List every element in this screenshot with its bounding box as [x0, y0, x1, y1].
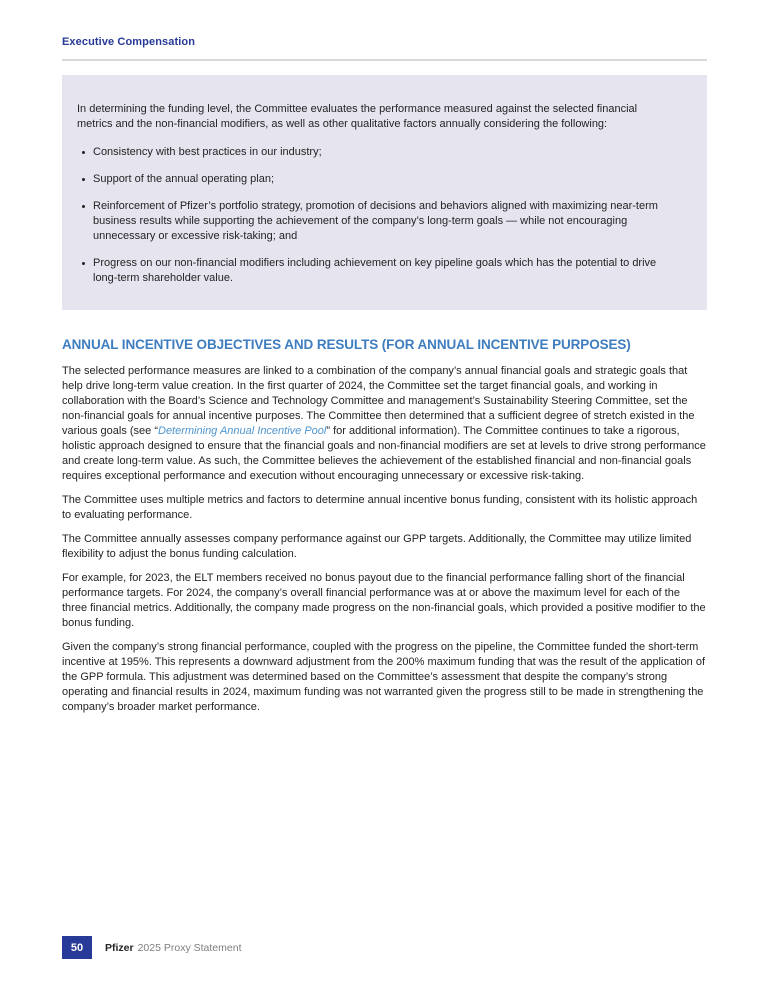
- paragraph-text: The selected performance measures are linked to a combination of the company’s annual financial goals and strategic goals that help drive long-term value creation. In the first quarter of 2024, the Committee set the target financial goals, and working in collaboration with the Board’s Science and Technology Committee and management’s Sustainability Steering Committee, set the non-financial goals for annual incentive purposes. The Committee then determined that a sufficient degree of stretch existed in the various goals (see “: [62, 365, 695, 437]
- bullet-icon: [82, 262, 85, 265]
- paragraph: [62, 364, 707, 484]
- bullet-text: Progress on our non-financial modifiers including achievement on key pipeline goals which has the potential to drive long-term shareholder value.: [93, 257, 657, 284]
- bullet-text: Reinforcement of Pfizer’s portfolio strategy, promotion of decisions and behaviors aligned with maximizing near-term business results while supporting the achievement of the company’s long-term goals — while not encouraging unnecessary or excessive risk-taking; and: [93, 200, 658, 242]
- bullet-icon: [82, 205, 85, 208]
- paragraph-text: ” for additional information). The Committee continues to take a rigorous, holistic approach designed to ensure that the financial goals and non-financial modifiers are set at levels to drive strong performance and create long-term value. As such, the Committee believes the achievement of the established financial and non-financial goals requires exceptional performance and execution without encouraging unnecessary or excessive risk-taking.: [62, 425, 706, 482]
- paragraph: The Committee uses multiple metrics and factors to determine annual incentive bonus funding, consistent with its holistic approach to evaluating performance.: [62, 494, 698, 521]
- funding-level-callout-box: [62, 75, 707, 310]
- page-footer: [62, 936, 242, 959]
- bullet-icon: [82, 178, 85, 181]
- bullet-icon: [82, 151, 85, 154]
- footer-brand: Pfizer: [105, 941, 134, 954]
- list-item: [81, 172, 665, 187]
- running-header: Executive Compensation: [62, 36, 196, 48]
- paragraph: The Committee annually assesses company performance against our GPP targets. Additionally, the Committee may utilize limited flexibility to adjust the bonus funding calculation.: [62, 533, 692, 560]
- list-item: [81, 145, 665, 160]
- bullet-text: Consistency with best practices in our industry;: [93, 146, 322, 158]
- determining-annual-incentive-pool-link[interactable]: Determining Annual Incentive Pool: [158, 425, 327, 437]
- list-item: [81, 199, 665, 244]
- callout-bullet-list: [77, 145, 665, 286]
- paragraph: For example, for 2023, the ELT members received no bonus payout due to the financial performance falling short of the financial performance targets. For 2024, the company’s overall financial performance was at or above the maximum level for each of the three financial metrics. Additionally, the company made progress on the non-financial goals, which provided a positive modifier to the bonus funding.: [62, 572, 706, 629]
- list-item: [81, 256, 665, 286]
- paragraph: Given the company’s strong financial performance, coupled with the progress on the pipeline, the Committee funded the short-term incentive at 195%. This represents a downward adjustment from the 200% maximum funding that was the result of the application of the GPP formula. This adjustment was determined based on the Committee’s assessment that despite the company’s strong operating and financial results in 2024, maximum funding was not warranted given the progress still to be made in strengthening the company’s broader market performance.: [62, 641, 706, 713]
- callout-intro-text: In determining the funding level, the Committee evaluates the performance measured against the selected financial metrics and the non-financial modifiers, as well as other qualitative factors annually considering the following:: [77, 103, 638, 130]
- footer-title: 2025 Proxy Statement: [137, 941, 242, 954]
- footer-text: [105, 942, 242, 954]
- page-number-badge: 50: [62, 936, 92, 959]
- header-divider: [62, 59, 707, 61]
- page-title: ANNUAL INCENTIVE OBJECTIVES AND RESULTS (FOR ANNUAL INCENTIVE PURPOSES): [62, 337, 631, 352]
- bullet-text: Support of the annual operating plan;: [93, 173, 275, 185]
